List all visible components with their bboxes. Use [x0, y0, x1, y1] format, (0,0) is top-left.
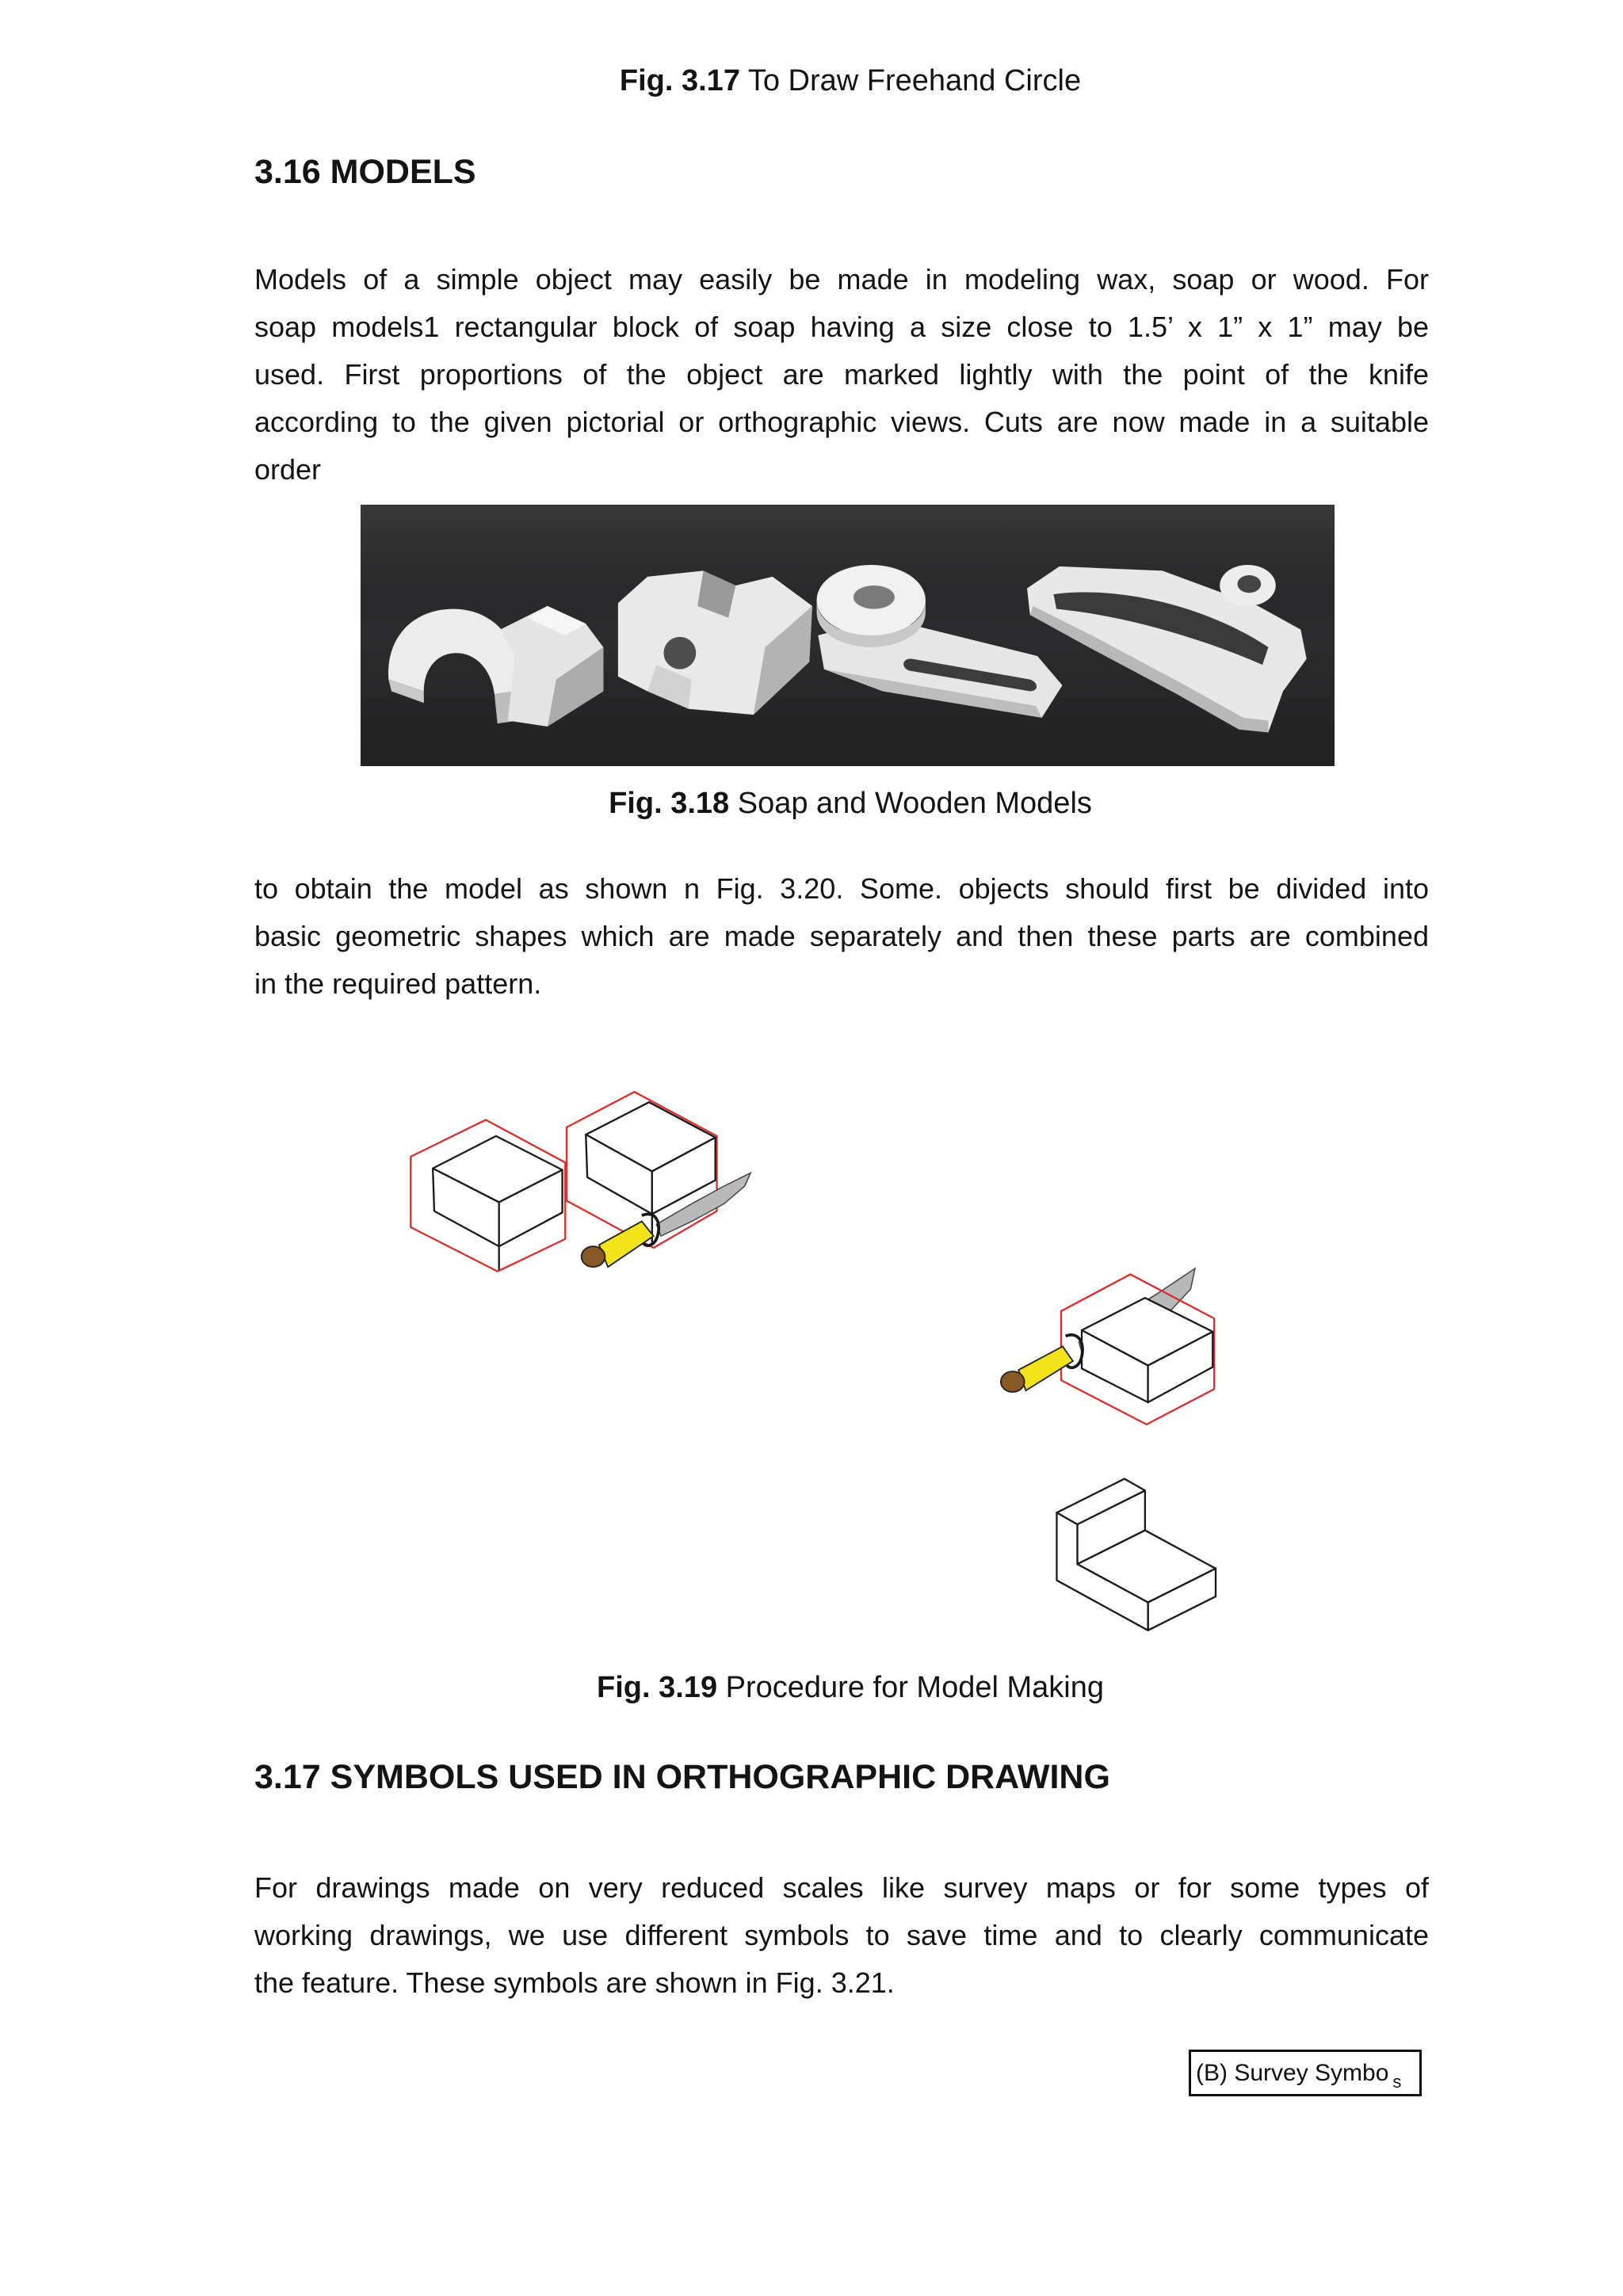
paragraph-line: according to the given pictorial or orthographic views. Cuts are now made in a suitable — [254, 406, 1429, 438]
section-heading-3-16: 3.16 MODELS — [254, 153, 476, 191]
paragraph-line: For drawings made on very reduced scales like survey maps or for some types of — [254, 1871, 1429, 1904]
knife-icon — [1001, 1335, 1083, 1392]
knife-handle — [1018, 1346, 1073, 1390]
figure-title: Soap and Wooden Models — [737, 787, 1092, 820]
paragraph-line: in the required pattern. — [254, 967, 542, 1000]
section-heading-3-17: 3.17 SYMBOLS USED IN ORTHOGRAPHIC DRAWING — [254, 1758, 1110, 1796]
section-3-16-continuation-paragraph — [254, 865, 1429, 1008]
knife-pommel — [582, 1246, 605, 1267]
figure-label: Fig. 3.19 — [597, 1671, 718, 1704]
paragraph-line: working drawings, we use different symbols to save time and to clearly communicate — [254, 1919, 1429, 1951]
paragraph-line: the feature. These symbols are shown in Fig. 3.21. — [254, 1966, 895, 1999]
section-3-17-paragraph — [254, 1864, 1429, 2007]
figure-caption-3-17 — [254, 63, 1446, 99]
figure-label: Fig. 3.18 — [609, 787, 730, 820]
paragraph-line: Models of a simple object may easily be made in modeling wax, soap or wood. For — [254, 263, 1429, 296]
cut-step-block-3 — [1001, 1268, 1214, 1425]
section-3-16-paragraph — [254, 256, 1429, 494]
figure-caption-3-18 — [254, 785, 1446, 822]
knife-pommel — [1001, 1371, 1025, 1392]
soap-models-photo — [361, 505, 1335, 766]
survey-symbols-label: (B) Survey Symbo — [1196, 2060, 1389, 2086]
figure-title: Procedure for Model Making — [725, 1671, 1104, 1704]
paragraph-line: used. First proportions of the object are marked lightly with the point of the knife — [254, 358, 1429, 391]
finished-l-shaped-model — [1056, 1479, 1216, 1630]
cut-step-block-1 — [411, 1119, 565, 1271]
survey-symbols-label-tail: s — [1392, 2072, 1402, 2092]
figure-caption-3-19 — [254, 1669, 1446, 1706]
paragraph-line: order — [254, 453, 322, 486]
figure-label: Fig. 3.17 — [619, 64, 740, 97]
model-making-procedure-drawing — [383, 1081, 1236, 1641]
figure-title: To Draw Freehand Circle — [747, 64, 1082, 97]
paragraph-line: to obtain the model as shown n Fig. 3.20. Some. objects should first be divided into — [254, 872, 1429, 905]
survey-symbols-label-box — [1189, 2050, 1422, 2096]
paragraph-line: soap models1 rectangular block of soap having a size close to 1.5’ x 1” x 1” may be — [254, 311, 1429, 343]
paragraph-line: basic geometric shapes which are made separately and then these parts are combined — [254, 920, 1429, 952]
